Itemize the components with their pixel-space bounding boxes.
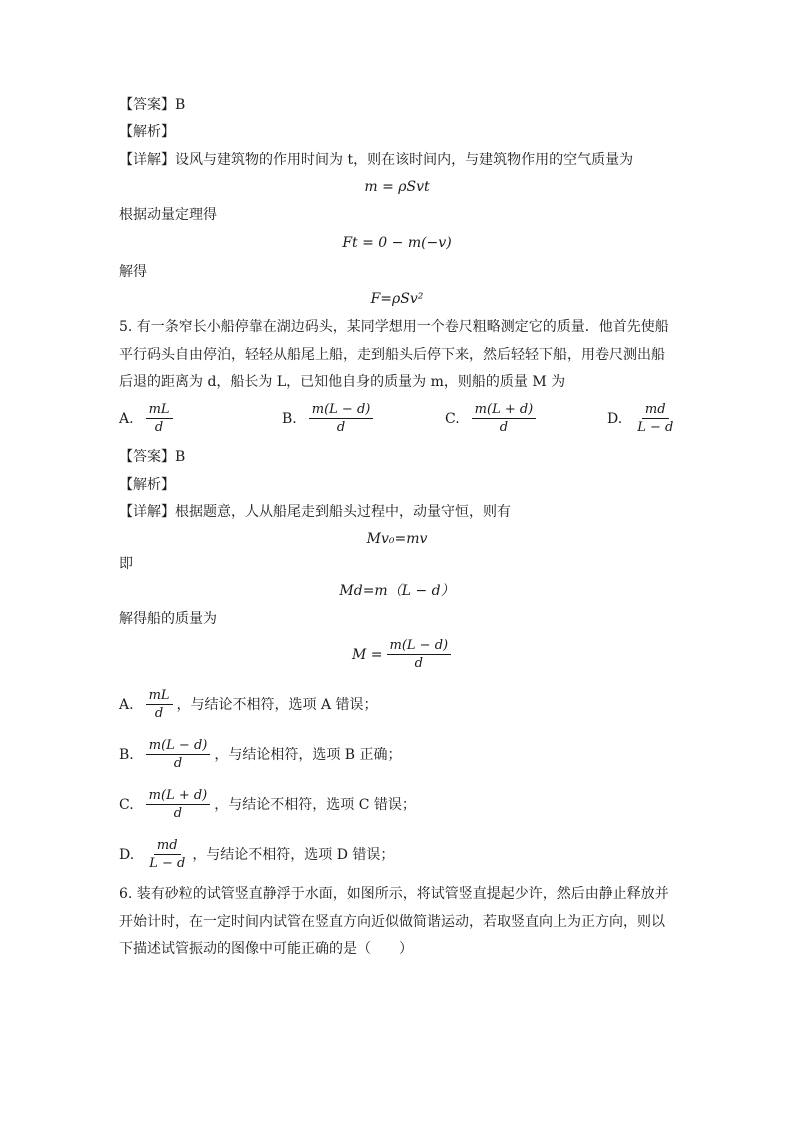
q5-option-a[interactable] [119,402,177,435]
judgment-fraction: $\frac{m(L - d)}{d}$ [146,738,211,771]
option-label: D. [607,410,623,427]
option-fraction: $\frac{md}{L - d}$ [637,402,674,435]
judgment-label: C. [119,796,134,813]
q5-line-1: 5. 有一条窄长小船停靠在湖边码头，某同学想用一个卷尺粗略测定它的质量．他首先使船 [119,319,669,335]
text-momentum-theorem: 根据动量定理得 [119,207,217,223]
equation-lhs: M = [352,646,383,663]
text-solve-2: 解得船的质量为 [119,611,217,627]
equation-mass: m = ρSvt [364,179,430,195]
judgment-label: B. [119,746,134,763]
judgment-text: ，与结论不相符，选项 D 错误； [192,846,395,863]
q6-line-3: 下描述试管振动的图像中可能正确的是（ ） [119,941,413,957]
judgment-text: ，与结论不相符，选项 C 错误； [214,796,416,813]
judgment-fraction: $\frac{md}{L - d}$ [149,838,186,871]
q6-line-2: 开始计时，在一定时间内试管在竖直方向近似做简谐运动，若取竖直向上为正方向，则以 [119,914,665,930]
equation-fraction: $\frac{m(L - d)}{d}$ [387,638,452,671]
judgment-text: ，与结论相符，选项 B 正确； [214,746,402,763]
detail-text-2: 【详解】根据题意，人从船尾走到船头过程中，动量守恒，则有 [119,504,511,520]
q5-option-b[interactable] [282,402,377,435]
q5-option-d[interactable] [607,402,680,435]
q5-option-c[interactable] [445,402,540,435]
text-namely: 即 [119,556,133,572]
equation-impulse: Ft = 0 − m(−v) [342,235,452,251]
judgment-d [119,838,394,871]
equation-boat-mass [352,638,455,671]
judgment-label: A. [119,696,134,713]
option-label: B. [282,410,297,427]
q5-line-3: 后退的距离为 d，船长为 L，已知他自身的质量为 m，则船的质量 M 为 [119,374,566,390]
judgment-fraction: $\frac{m(L + d)}{d}$ [146,788,211,821]
q5-line-2: 平行码头自由停泊，轻轻从船尾上船，走到船头后停下来，然后轻轻下船，用卷尺测出船 [119,347,665,363]
answer-label-2: 【答案】B [119,449,186,465]
text-solve-1: 解得 [119,264,147,280]
judgment-b [119,738,402,771]
judgment-c [119,788,416,821]
judgment-a [119,688,378,721]
q6-line-1: 6. 装有砂粒的试管竖直静浮于水面，如图所示，将试管竖直提起少许，然后由静止释放并 [119,886,669,902]
option-fraction: $\frac{m(L + d)}{d}$ [472,402,537,435]
judgment-label: D. [119,846,135,863]
option-fraction: $\frac{m(L - d)}{d}$ [309,402,374,435]
equation-displacement: Md=m（L − d） [339,583,455,599]
equation-force: F=ρSv² [370,291,424,307]
detail-text-1: 【详解】设风与建筑物的作用时间为 t，则在该时间内，与建筑物作用的空气质量为 [119,152,634,168]
equation-momentum: Mv₀=mv [366,531,428,547]
option-label: C. [445,410,460,427]
analysis-label-2: 【解析】 [119,477,175,493]
option-fraction: $\frac{mL}{d}$ [146,402,173,435]
judgment-text: ，与结论不相符，选项 A 错误； [176,696,378,713]
answer-label-1: 【答案】B [119,97,186,113]
analysis-label-1: 【解析】 [119,124,175,140]
option-label: A. [119,410,134,427]
judgment-fraction: $\frac{mL}{d}$ [146,688,173,721]
